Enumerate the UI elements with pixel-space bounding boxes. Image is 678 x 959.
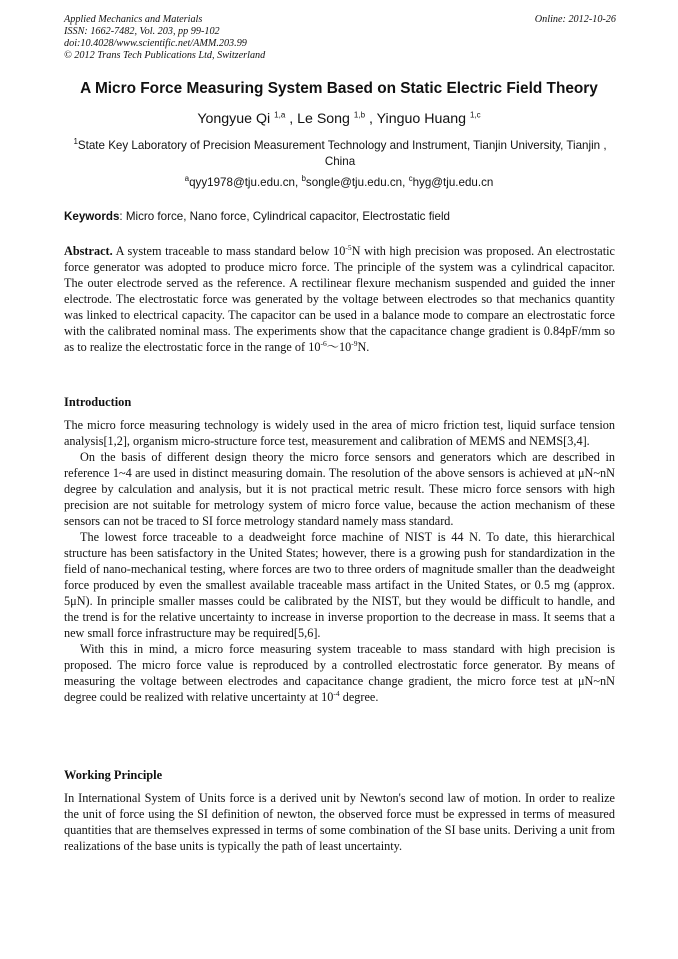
abstract-text: A system traceable to mass standard below 10 — [112, 244, 346, 258]
paragraph — [64, 641, 615, 705]
author-affiliation-marker: 1,a — [274, 110, 286, 120]
paragraph: The micro force measuring technology is widely used in the area of micro friction test, liquid surface tension analysis[1,2], organism micro-structure force test, measurement and calibration of MEMS and NEMS[3,4]. — [64, 418, 615, 448]
abstract-lead: Abstract. — [64, 244, 113, 258]
author-affiliation-marker: 1,b — [353, 110, 366, 120]
email-marker: c — [408, 174, 413, 184]
section-heading-working-principle: Working Principle — [64, 768, 163, 782]
affiliation-text: State Key Laboratory of Precision Measurement Technology and Instrument, Tianjin University, Tianjin , China — [77, 139, 607, 168]
journal-header — [64, 14, 616, 62]
affiliation-marker: 1 — [73, 137, 78, 147]
author-list — [0, 111, 678, 127]
exponent: -6 — [320, 338, 327, 348]
paragraph: In International System of Units force is a derived unit by Newton's second law of motion. In order to realize the unit of force using the SI definition of newton, the observed force must be expressed in terms of measured quantities that are themselves expressed in terms of some combination of the SI base units. Deriving a unit from realizations of the base units is typically the path of least uncertainty. — [64, 791, 615, 853]
email-marker: a — [184, 174, 190, 184]
abstract — [64, 243, 615, 355]
exponent: -5 — [345, 242, 352, 252]
paper-title: A Micro Force Measuring System Based on Static Electric Field Theory — [80, 80, 598, 97]
author-separator: , — [285, 111, 298, 127]
paragraph-text: degree. — [339, 690, 379, 704]
affiliation — [64, 138, 616, 170]
keywords — [64, 210, 616, 223]
section-heading-introduction: Introduction — [64, 395, 132, 409]
email-address[interactable]: songle@tju.edu.cn — [305, 176, 403, 189]
paragraph: On the basis of different design theory the micro force sensors and generators which are described in reference 1~4 are used in distinct measuring domain. The resolution of the above sensors is achieved at μN~nN degree by calculation and analysis, but it is not practical metric result. These micro force sensors with high precision are not suitable for metrology system of micro force value, because the action mechanism of these sensors can not be traced to SI force metrology standard namely mass standard. — [64, 450, 615, 528]
keywords-label: Keywords — [64, 210, 120, 223]
online-date: Online: 2012-10-26 — [534, 14, 616, 25]
paragraph-text: With this in mind, a micro force measuring system traceable to mass standard with high precision is proposed. The micro force value is reproduced by a controlled electrostatic force generator. By means of measuring the voltage between electrodes and capacitance change gradient, the micro force test at μN~nN degree could be realized with relative uncertainty at 10 — [64, 642, 615, 704]
email-marker: b — [301, 174, 306, 184]
author-name: Yongyue Qi — [197, 111, 271, 127]
email-list: $^a$qyy1978@tju.edu.cn, $^b$songle@tju.edu.cn, $^c$hyg@tju.edu.cn — [184, 174, 494, 189]
exponent: -4 — [333, 688, 340, 698]
author-name: Yinguo Huang — [376, 111, 467, 127]
journal-name: Applied Mechanics and Materials — [64, 14, 203, 25]
author-separator: , — [365, 111, 377, 127]
paragraph: The lowest force traceable to a deadweight force machine of NIST is 44 N. To date, this hierarchical structure has been satisfactory in the United States; however, there is a growing push for standardization in the field of nano-mechanical testing, where forces are two to three orders of magnitude smaller than the deadweight force produced by even the smallest available traceable mass artifact in the United States, or 0.5 mg (approx. 5μN). In principle smaller masses could be calibrated by the NIST, but they would be difficult to handle, and the trend is for the relative uncertainty to increase in inverse proportion to the decrease in mass. It seems that a new small force infrastructure may be required[5,6]. — [64, 530, 615, 640]
doi-line: doi:10.4028/www.scientific.net/AMM.203.99 — [64, 38, 247, 49]
abstract-text: N. — [357, 340, 370, 354]
issn-line: ISSN: 1662-7482, Vol. 203, pp 99-102 — [64, 26, 220, 37]
email-address[interactable]: hyg@tju.edu.cn — [412, 176, 494, 189]
keywords-text: : Micro force, Nano force, Cylindrical capacitor, Electrostatic field — [119, 210, 450, 223]
exponent: -9 — [351, 338, 358, 348]
abstract-text: N with high precision was proposed. An electrostatic force generator was adopted to produce micro force. The principle of the system was a cylindrical capacitor. The outer electrode served as the reference. A rectilinear flexure mechanism suspended and guided the inner electrode. The electrostatic force was generated by the voltage between electrodes so that mechanics quantity was linked to electrical capacity. The capacitor can be used in a balance mode to compare an electrostatic force with the calibrated nominal mass. The experiments show that the capacitance change gradient is 0.84pF/mm so as to realize the electrostatic force in the range of 10 — [64, 244, 615, 354]
abstract-text: ～10 — [326, 340, 352, 354]
working-principle-body — [64, 790, 615, 854]
introduction-body — [64, 417, 615, 705]
email-address[interactable]: qyy1978@tju.edu.cn — [189, 176, 295, 189]
copyright-line: © 2012 Trans Tech Publications Ltd, Switzerland — [64, 50, 266, 61]
author-name: Le Song — [297, 111, 350, 127]
author-affiliation-marker: 1,c — [469, 110, 481, 120]
